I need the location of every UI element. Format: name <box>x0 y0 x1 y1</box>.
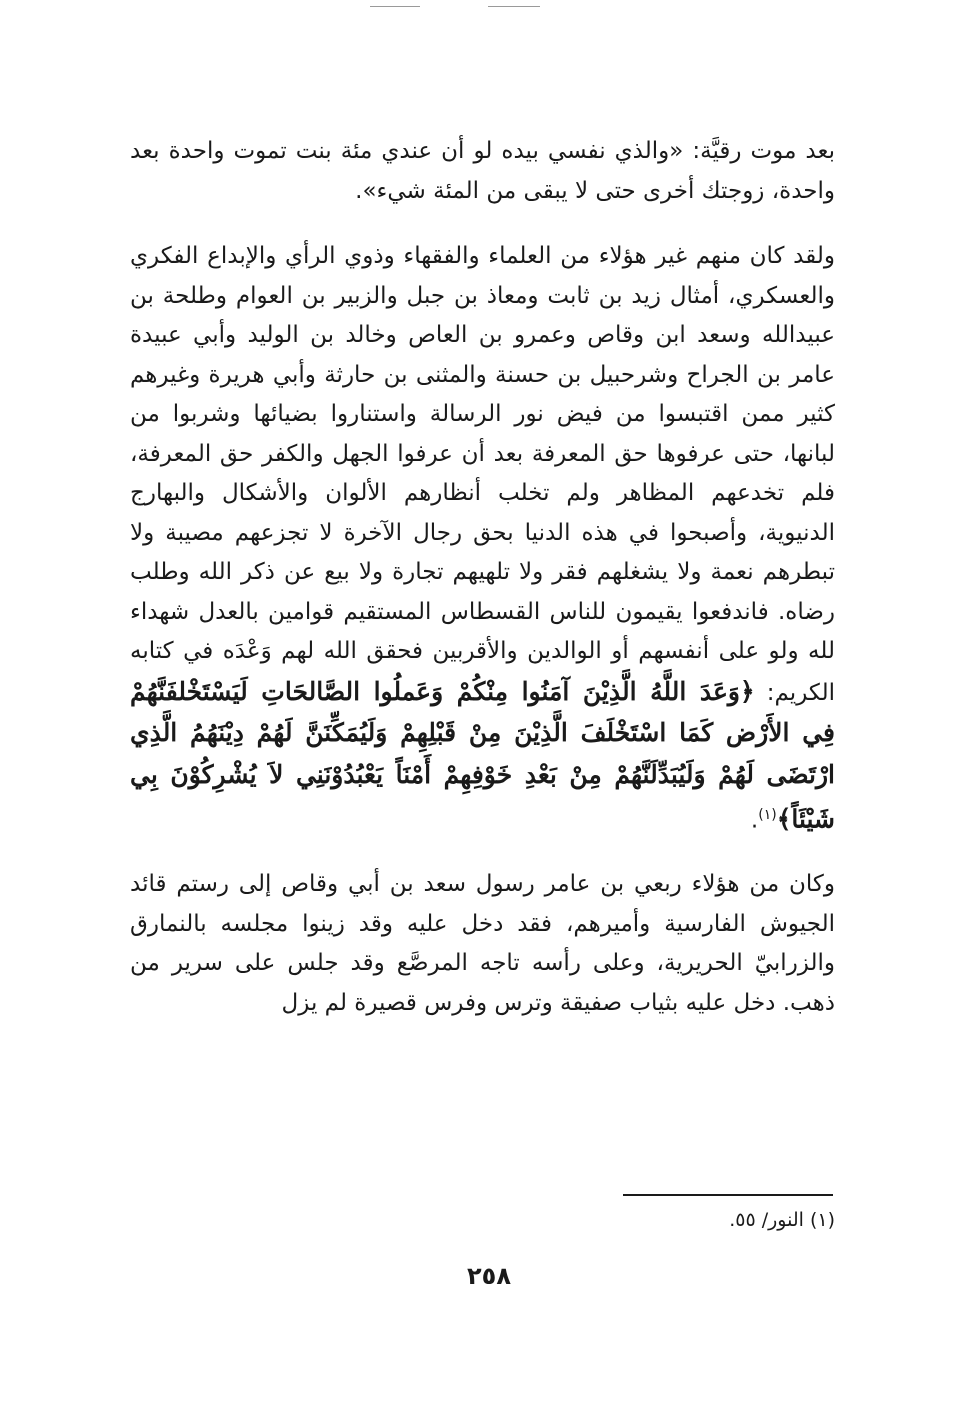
paragraph-3: وكان من هؤلاء ربعي بن عامر رسول سعد بن أبي وقاص إلى رستم قائد الجيوش الفارسية وأميرهم، فقد دخل عليه وقد زينوا مجلسه بالنمارق والزرابيّ الحريرية، وعلى رأسه تاجه المرصَّع وقد جلس على سرير من ذهب. دخل عليه بثياب صفيقة وترس وفرس قصيرة لم يزل <box>130 871 835 1016</box>
quran-verse: ﴿وَعَدَ اللَّهُ الَّذِيْنَ آمَنُوا مِنْكُمْ وَعَملُوا الصَّالحَاتِ لَيَسْتَخْلفَنَّهُمْ فِي الأَرْض كَمَا اسْتَخْلَفَ الَّذِيْنَ مِنْ قَبْلِهِمْ وَلَيُمَكِّنَنَّ لَهُمْ دِيْنَهُمُ الَّذِي ارْتَضَى لَهُمْ وَلَيُبَدِّلَنَّهُمْ مِنْ بَعْدِ خَوْفِهِمْ أَمْنَاً يَعْبُدُوْنَنِي لاَ يُشْرِكُوْنَ بِي شَيْئَاً﴾ <box>130 676 835 834</box>
page-number: ٢٥٨ <box>467 1262 511 1290</box>
paragraph-2-intro: ولقد كان منهم غير هؤلاء من العلماء والفقهاء وذوي الرأي والإبداع الفكري والعسكري، أمثال زيد بن ثابت ومعاذ بن جبل والزبير بن العوام وطلحة بن عبيدالله وسعد ابن وقاص وعمرو بن العاص وخالد بن الوليد وأبي عبيدة عامر بن الجراح وشرحبيل بن حسنة والمثنى بن حارثة وأبي هريرة وغيرهم كثير ممن اقتبسوا من فيض نور الرسالة واستناروا بضيائها وشربوا من لبانها، حتى عرفوها حق المعرفة بعد أن عرفوا الجهل والكفر حق المعرفة، فلم تخدعهم المظاهر ولم تخلب أنظارهم الألوان والأشكال والبهارج الدنيوية، وأصبحوا في هذه الدنيا بحق رجال الآخرة لا تجزعهم مصيبة ولا تبطرهم نعمة ولا يشغلهم فقر ولا تلهيهم تجارة ولا بيع عن ذكر الله وطلب رضاه. فاندفعوا يقيمون للناس القسطاس المستقيم قوامين بالعدل شهداء لله ولو على أنفسهم أو الوالدين والأقربين فحقق الله لهم وَعْدَه في كتابه الكريم: <box>130 243 835 706</box>
footnote: (١) النور/ ٥٥. <box>729 1209 835 1231</box>
paragraph-1: بعد موت رقيَّة: «والذي نفسي بيده لو أن عندي مئة بنت تموت واحدة بعد واحدة، زوجتك أخرى حتى لا يبقى من المئة شيء». <box>130 138 835 204</box>
top-rule-right <box>488 6 540 7</box>
top-rule-left <box>370 6 420 7</box>
paragraph-2 <box>130 237 835 841</box>
footnote-divider <box>623 1194 833 1196</box>
paragraph-2-end: . <box>750 807 759 834</box>
footnote-marker: (١) <box>758 807 777 823</box>
page-body <box>130 132 835 1023</box>
